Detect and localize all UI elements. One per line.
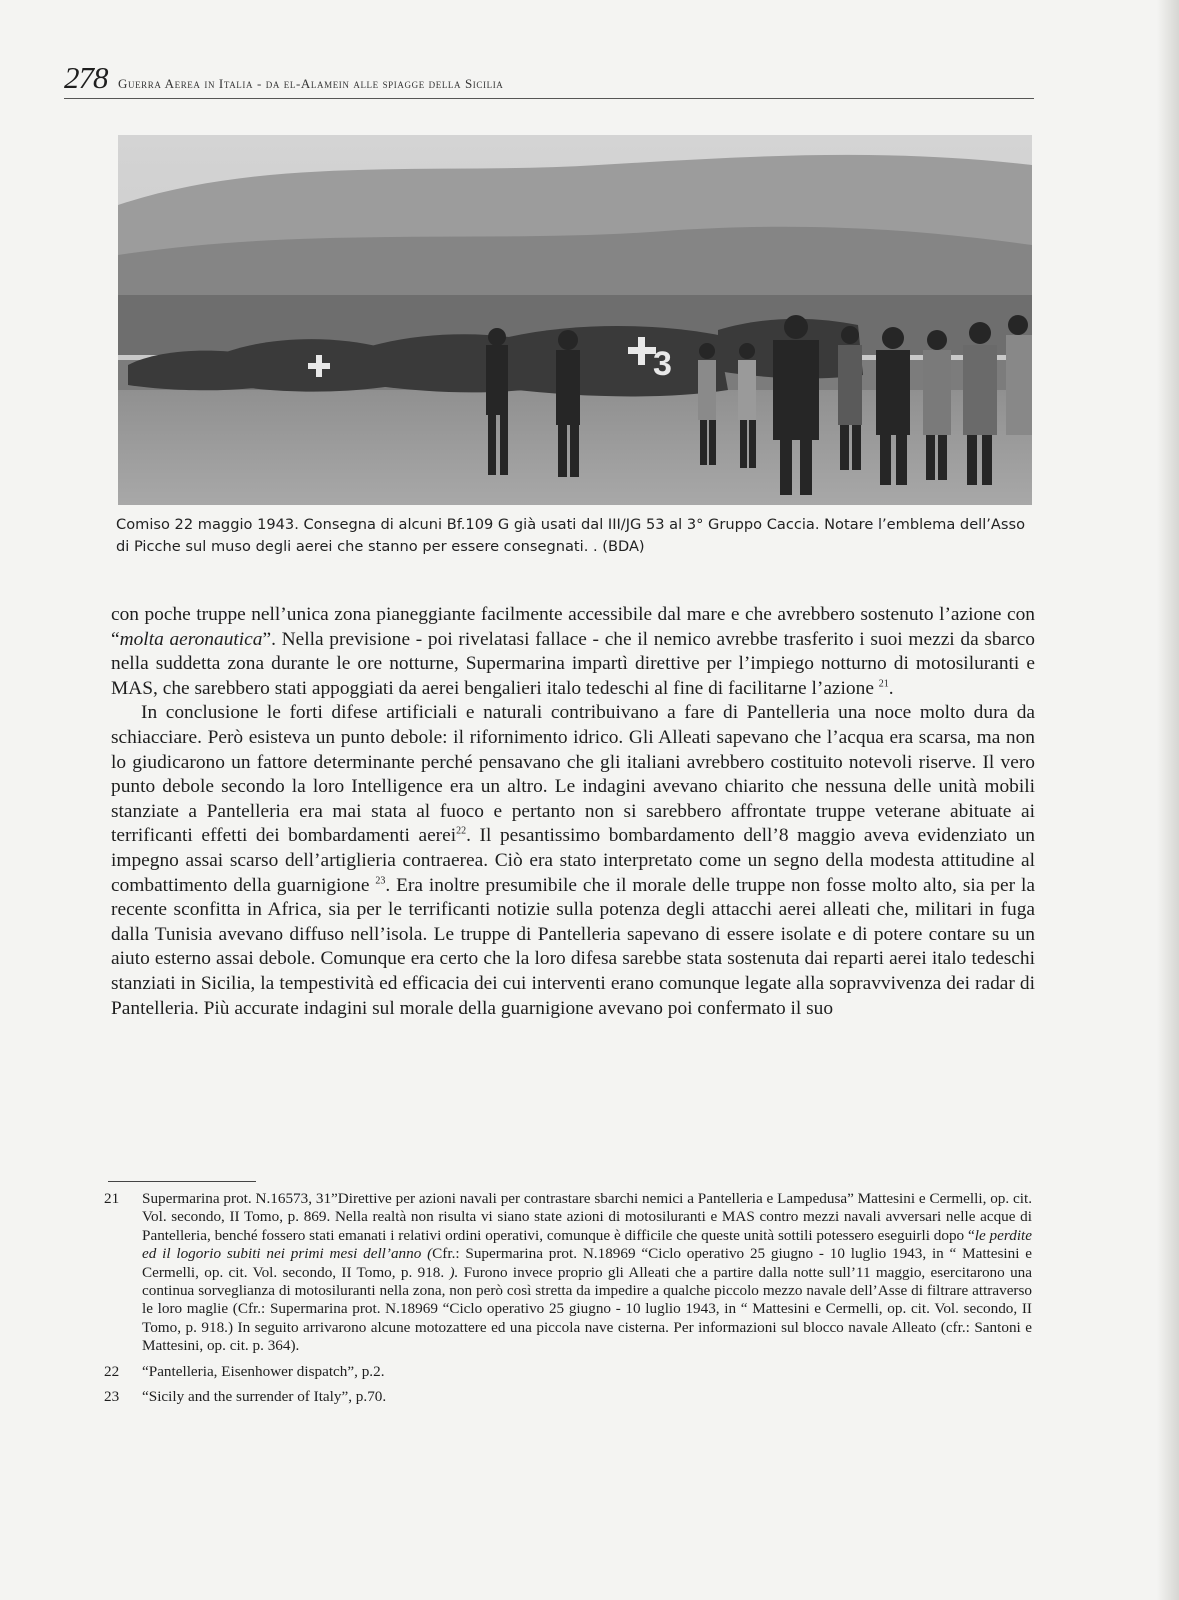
footnote-21: [104, 1190, 1032, 1356]
caption-line-1: Comiso 22 maggio 1943. Consegna di alcuni Bf.109 G già usati dal III/JG 53 al 3° Gruppo Caccia. Notare l’emblema dell’Asso: [116, 516, 1026, 533]
paragraph-1-text-d: .: [888, 677, 894, 699]
footnote-ref-22: 22: [456, 825, 467, 837]
footnote-text: [142, 1190, 1032, 1356]
footnote-number: 22: [104, 1362, 120, 1380]
footnote-ref-21: 21: [878, 678, 889, 690]
footnote-22: [104, 1363, 1032, 1381]
paragraph-2-text-b: . Il pesantissimo bombardamento dell’8 maggio aveva evidenziato un impegno assai scarso dell’artiglieria contraerea. Ciò era stato interpretato come un segno della modesta attitudine al combattimento della guarnigione: [111, 825, 1035, 896]
footnote-text: “Pantelleria, Eisenhower dispatch”, p.2.: [142, 1362, 385, 1380]
paragraph-1: [111, 603, 1035, 701]
body-text: [111, 603, 1035, 1021]
paragraph-1-text-c: ”. Nella previsione - poi rivelatasi fallace - che il nemico avrebbe trasferito i suoi mezzi da sbarco nella suddetta zona durante le ore notturne, Supermarina impartì direttive per l’impiego notturno di motosiluranti e MAS, che sarebbero stati appoggiati da aerei bengalieri italo tedeschi al fine di facilitarne l’azione: [111, 628, 1035, 699]
page-edge-shadow: [1157, 0, 1179, 1600]
footnote-number: 21: [104, 1190, 120, 1207]
footnote-21-text-e: Furono invece proprio gli Alleati che a partire dalla notte sull’11 maggio, esercitarono una continua sorveglianza di motosiluranti nella zona, non però così stretta da impedire a qualche piccolo mezzo navale dell’Asse di filtrare attraverso le loro maglie (Cfr.: Supermarina prot. N.18969 “Ciclo operativo 25 giugno - 10 luglio 1943, in “ Mattesini e Cermelli, op. cit. Vol. secondo, II Tomo, p. 918.) In seguito arrivarono alcune motozattere ed una piccola nave cisterna. Per informazioni sul blocco navale Alleato (cfr.: Santoni e Mattesini, op. cit. p. 364).: [142, 1263, 1032, 1355]
paragraph-1-text-a: con poche truppe nell’unica zona pianeggiante facilmente accessibile dal mare e che avrebbero sostenuto l’azione con “: [111, 604, 1035, 650]
footnote-ref-23: 23: [375, 875, 386, 887]
caption-line-2: di Picche sul muso degli aerei che stanno per essere consegnati. . (BDA): [116, 538, 645, 555]
footnote-21-text-a: Supermarina prot. N.16573, 31”Direttive per azioni navali per contrastare sbarchi nemici a Pantelleria e Lampedusa” Mattesini e Cermelli, op. cit. Vol. secondo, II Tomo, p. 869. Nella realtà non risulta vi siano state azioni di motosiluranti e MAS contro mezzi navali avversari nelle acque di Pantelleria, benché fossero stati emanati i relativi ordini operativi, comunque è difficile che queste unità sottili potessero eseguirli dopo “: [142, 1190, 1032, 1244]
svg-text:3: 3: [653, 345, 672, 383]
photo-caption: [116, 514, 1036, 558]
paragraph-2-text-a: In conclusione le forti difese artificiali e naturali contribuivano a fare di Pantelleria una noce molto dura da schiacciare. Però esisteva un punto debole: il rifornimento idrico. Gli Alleati sapevano che l’acqua era scarsa, ma non lo giudicarono un fattore determinante perché pensavano che gli italiani avrebbero costituito notevoli riserve. Il vero punto debole secondo la loro Intelligence era un altro. Le indagini avevano chiarito che nessuna delle unità mobili stanziate a Pantelleria era mai stata al fuoco e pertanto non si sarebbero affrontate truppe veterane abituate ai terrificanti effetti dei bombardamenti aerei: [111, 702, 1035, 847]
paragraph-2-text-c: . Era inoltre presumibile che il morale delle truppe non fosse molto alto, sia per la recente sconfitta in Africa, sia per le terrificanti notizie sulla potenza degli attacchi aerei alleati che, militari in fuga dalla Tunisia avevano diffuso nell’isola. Le truppe di Pantelleria sapevano di essere isolate e di potere contare su un aiuto esterno assai debole. Comunque era certo che la loro difesa sarebbe stata sostenuta dai reparti aerei italo tedeschi stanziati in Sicilia, la tempestività ed efficacia dei cui interventi erano comunque legate alla sopravvivenza dei radar di Pantelleria. Più accurate indagini sul morale della guarnigione avevano poi confermato il suo: [111, 874, 1035, 1019]
footnote-21-italic-b: le perdite ed il logorio subiti nei primi mesi dell’anno (: [142, 1226, 1032, 1263]
footnote-21-text-c: Cfr.: Supermarina prot. N.18969 “Ciclo operativo 25 giugno - 10 luglio 1943, in “ Mattesini e Cermelli, op. cit. Vol. secondo, II Tomo, p. 918.: [142, 1245, 1032, 1281]
running-title: Guerra Aerea in Italia - da el-Alamein alle spiagge della Sicilia: [118, 76, 504, 91]
footnote-23: [104, 1388, 1032, 1406]
footnote-number: 23: [104, 1388, 120, 1406]
page-number: 278: [64, 60, 108, 95]
footnote-text: “Sicily and the surrender of Italy”, p.70.: [142, 1388, 387, 1406]
footnotes: [104, 1190, 1032, 1413]
historical-photo: [118, 135, 1032, 505]
footnote-21-italic-d: ).: [449, 1263, 459, 1281]
photo-airfield-aircraft-and-officers: [118, 135, 1032, 505]
footnote-separator: [108, 1181, 256, 1182]
paragraph-1-italic: molta aeronautica: [119, 628, 263, 650]
paragraph-2: [111, 701, 1035, 1021]
page-header: [64, 58, 1034, 99]
